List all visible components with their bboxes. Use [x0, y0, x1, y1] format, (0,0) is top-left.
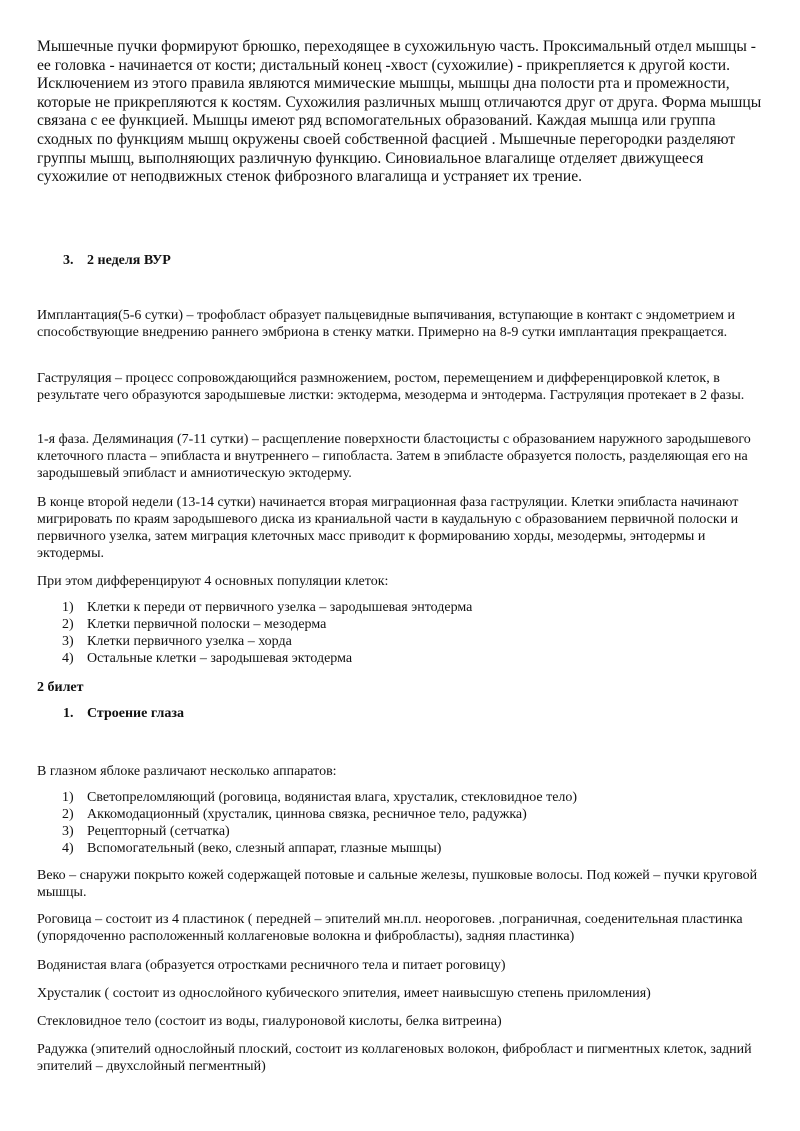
paragraph-eyelid: Веко – снаружи покрыто кожей содержащей потовые и сальные железы, пушковые волосы. Под кожей – пучки круговой мышцы. [37, 868, 758, 900]
paragraph-cornea: Роговица – состоит из 4 пластинок ( передней – эпителий мн.пл. неороговев. ,пограничная, соеденительная пластинка (упорядоченно расположенный коллагеновые волокна и фибробласты), задняя пластинка) [37, 912, 743, 944]
paragraph-iris: Радужка (эпителий однослойный плоский, состоит из коллагеновых волокон, фибробласт и пигментных клеток, задний эпителий – двухслойный пегментный) [37, 1042, 752, 1074]
paragraph-lens: Хрусталик ( состоит из однослойного кубического эпителия, имеет наивысшую степень приломления) [37, 986, 651, 1001]
section-3-title: 2 неделя ВУР [87, 253, 171, 268]
paragraph-second-week-end: В конце второй недели (13-14 сутки) начинается вторая миграционная фаза гаструляции. Клетки эпибласта начинают мигрировать по краям зародышевого диска из краниальной части в каудальную с образованием первичной полоски и первичного узелка, затем миграция клеточных масс приводит к формированию хорды, мезодермы, энтодермы и эктодермы. [37, 495, 739, 561]
list-item: 2) Клетки первичной полоски – мезодерма [62, 617, 327, 632]
ticket-2-title: 2 билет [37, 680, 84, 695]
list-item: 2) Аккомодационный (хрусталик, циннова связка, ресничное тело, радужка) [62, 807, 527, 822]
paragraph-eye-apparatus-intro: В глазном яблоке различают несколько аппаратов: [37, 764, 337, 779]
eye-apparatus-list [62, 789, 577, 857]
ticket-2-section-1-number: 1. [63, 706, 74, 721]
section-3-heading [63, 253, 171, 269]
intro-paragraph: Мышечные пучки формируют брюшко, переходящее в сухожильную часть. Проксимальный отдел мышцы - ее головка - начинается от кости; дистальный конец -хвост (сухожилие) - прикрепляется к другой кости. Исключением из этого правила являются мимические мышцы, мышцы дна полости рта и промежности, которые не прикрепляются к костям. Сухожилия различных мышц отличаются друг от друга. Форма мышцы связана с ее функцией. Мышцы имеют ряд вспомогательных образований. Каждая мышца или группа сходных по функциям мышц окружены своей собственной фасцией . Мышечные перегородки разделяют группы мышц, выполняющих различную функцию. Синовиальное влагалище отделяет движущееся сухожилие от неподвижных стенок фиброзного влагалища и устраняет их трение. [37, 38, 762, 186]
paragraph-vitreous-body: Стекловидное тело (состоит из воды, гиалуроновой кислоты, белка витреина) [37, 1014, 502, 1029]
paragraph-implantation: Имплантация(5-6 сутки) – трофобласт образует пальцевидные выпячивания, вступающие в контакт с эндометрием и способствующие внедрению раннего эмбриона в стенку матки. Примерно на 8-9 сутки имплантация прекращается. [37, 308, 735, 340]
list-item: 4) Остальные клетки – зародышевая эктодерма [62, 651, 353, 666]
section-3-number: 3. [63, 253, 74, 268]
paragraph-cell-populations: При этом дифференцируют 4 основных популяции клеток: [37, 574, 389, 589]
list-item: 1) Клетки к переди от первичного узелка – зародышевая энтодерма [62, 600, 473, 615]
list-item: 3) Клетки первичного узелка – хорда [62, 634, 292, 649]
list-item: 3) Рецепторный (сетчатка) [62, 824, 230, 839]
list-item: 1) Светопреломляющий (роговица, водянистая влага, хрусталик, стекловидное тело) [62, 790, 578, 805]
ticket-2-section-1-heading [63, 706, 184, 722]
ticket-2-section-1-title: Строение глаза [87, 706, 184, 721]
paragraph-aqueous-humor: Водянистая влага (образуется отростками ресничного тела и питает роговицу) [37, 958, 506, 973]
list-item: 4) Вспомогательный (веко, слезный аппарат, глазные мышцы) [62, 841, 442, 856]
paragraph-phase-1: 1-я фаза. Деляминация (7-11 сутки) – расщепление поверхности бластоцисты с образованием наружного зародышевого клеточного пласта – эпибласта и внутреннего – гипобласта. Затем в эпибласте образуется полость, разделяющая его на зародышевый эпибласт и амниотическую эктодерму. [37, 432, 751, 481]
cell-populations-list [62, 599, 472, 667]
paragraph-gastrulation: Гаструляция – процесс сопровождающийся размножением, ростом, перемещением и дифференцировкой клеток, в результате чего образуются зародышевые листки: эктодерма, мезодерма и энтодерма. Гаструляция протекает в 2 фазы. [37, 371, 745, 403]
